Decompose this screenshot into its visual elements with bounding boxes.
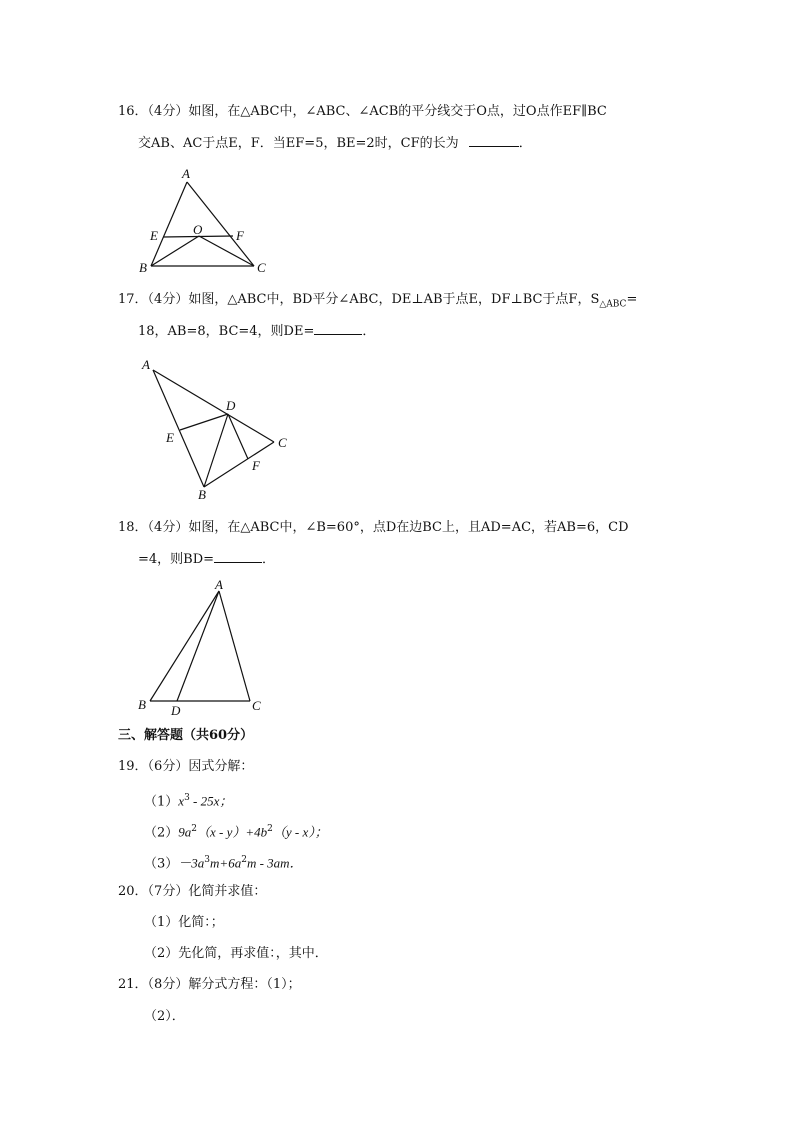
q18-segment-ad <box>177 591 219 701</box>
q17-label-c: C <box>278 435 287 450</box>
q18-end: ． <box>262 552 276 567</box>
q19-part2-exp2: 2 <box>267 824 273 834</box>
q18-number: 18． <box>118 520 148 535</box>
q16-label-b: B <box>139 260 147 275</box>
q16-label-f: F <box>236 228 244 243</box>
q18-score: （4分） <box>147 520 189 535</box>
q19-part2-exp1: 2 <box>191 824 198 834</box>
q16-label-e: E <box>150 228 158 243</box>
q19-part3-number: （3） <box>144 856 179 872</box>
q18-side-ab <box>150 591 219 701</box>
q19-part1-exp: 3 <box>184 793 190 803</box>
q17-number: 17． <box>118 292 148 307</box>
q21-title-text: 解分式方程：（1）； <box>188 977 301 992</box>
q19-part2-expr-c: （y - x）； <box>272 824 328 840</box>
q19-part1 <box>144 789 232 811</box>
q19-part3-exp1: 3 <box>204 855 211 865</box>
q19-title-text: 因式分解： <box>188 759 254 774</box>
q18-text1: 如图，在△ABC中，∠B=60°，点D在边BC上，且AD=AC，若AB=6，CD <box>188 520 629 535</box>
q19-part1-expr-b: - 25x； <box>189 793 233 809</box>
section3-heading: 三、解答题（共60分） <box>118 728 254 743</box>
q20-title <box>118 883 266 901</box>
q20-title-text: 化简并求值： <box>188 884 267 899</box>
q20-number: 20． <box>118 884 148 899</box>
q18-label-c: C <box>252 698 261 713</box>
q20-part1: （1）化简：； <box>144 915 224 930</box>
q16-number: 16． <box>118 104 148 119</box>
q19-part2 <box>144 820 328 842</box>
q17-label-f: F <box>252 458 260 473</box>
q17-label-b: B <box>198 487 206 502</box>
q17-label-a: A <box>142 357 150 372</box>
q17-end: ． <box>362 324 376 339</box>
q17-eq: = <box>626 292 638 307</box>
q19-part3-expr-b: m+6a <box>210 855 242 871</box>
q21-score: （8分） <box>147 977 189 992</box>
q19-part3 <box>144 851 303 873</box>
q17-score: （4分） <box>147 292 189 307</box>
q19-part3-exp2: 2 <box>241 855 247 865</box>
q16-score: （4分） <box>147 104 189 119</box>
q16-end: ． <box>518 136 532 151</box>
q18-text2: =4，则BD= <box>138 552 215 567</box>
q17-subscript: △ABC <box>599 299 627 310</box>
q19-part3-expr-c: m - 3am． <box>246 855 303 871</box>
q19-part2-expr-a: 9a <box>178 824 192 840</box>
q19-score: （6分） <box>147 759 189 774</box>
q18-side-ac <box>219 591 250 701</box>
q17-label-e: E <box>166 430 174 445</box>
q19-part1-expr-a: x <box>178 793 185 809</box>
q19-part3-expr-a: －3a <box>178 855 205 871</box>
q19-part2-expr-b: （x - y）+4b <box>197 824 268 840</box>
q20-part2: （2）先化简，再求值：，其中． <box>144 946 328 961</box>
q19-part2-number: （2） <box>144 825 179 841</box>
q16-label-o: O <box>193 222 203 237</box>
q21-title <box>118 976 301 994</box>
q16-text2: 交AB、AC于点E，F．当EF=5，BE=2时，CF的长为 <box>138 136 459 151</box>
q21-number: 21． <box>118 977 148 992</box>
q18-label-d: D <box>171 703 181 718</box>
q17-text2: 18，AB=8，BC=4，则DE= <box>138 324 315 339</box>
q18-label-b: B <box>138 697 146 712</box>
q18-label-a: A <box>215 577 223 592</box>
q16-label-c: C <box>257 260 266 275</box>
q19-title <box>118 758 253 776</box>
q20-score: （7分） <box>147 884 189 899</box>
q19-part1-number: （1） <box>144 794 179 810</box>
q16-text1: 如图，在△ABC中，∠ABC、∠ACB的平分线交于O点，过O点作EF∥BC <box>188 104 607 119</box>
q21-part2: （2）． <box>144 1009 185 1024</box>
q17-label-d: D <box>226 398 236 413</box>
q17-text1: 如图，△ABC中，BD平分∠ABC，DE⊥AB于点E，DF⊥BC于点F，S <box>188 292 600 307</box>
q19-number: 19． <box>118 759 148 774</box>
q16-label-a: A <box>182 166 190 181</box>
